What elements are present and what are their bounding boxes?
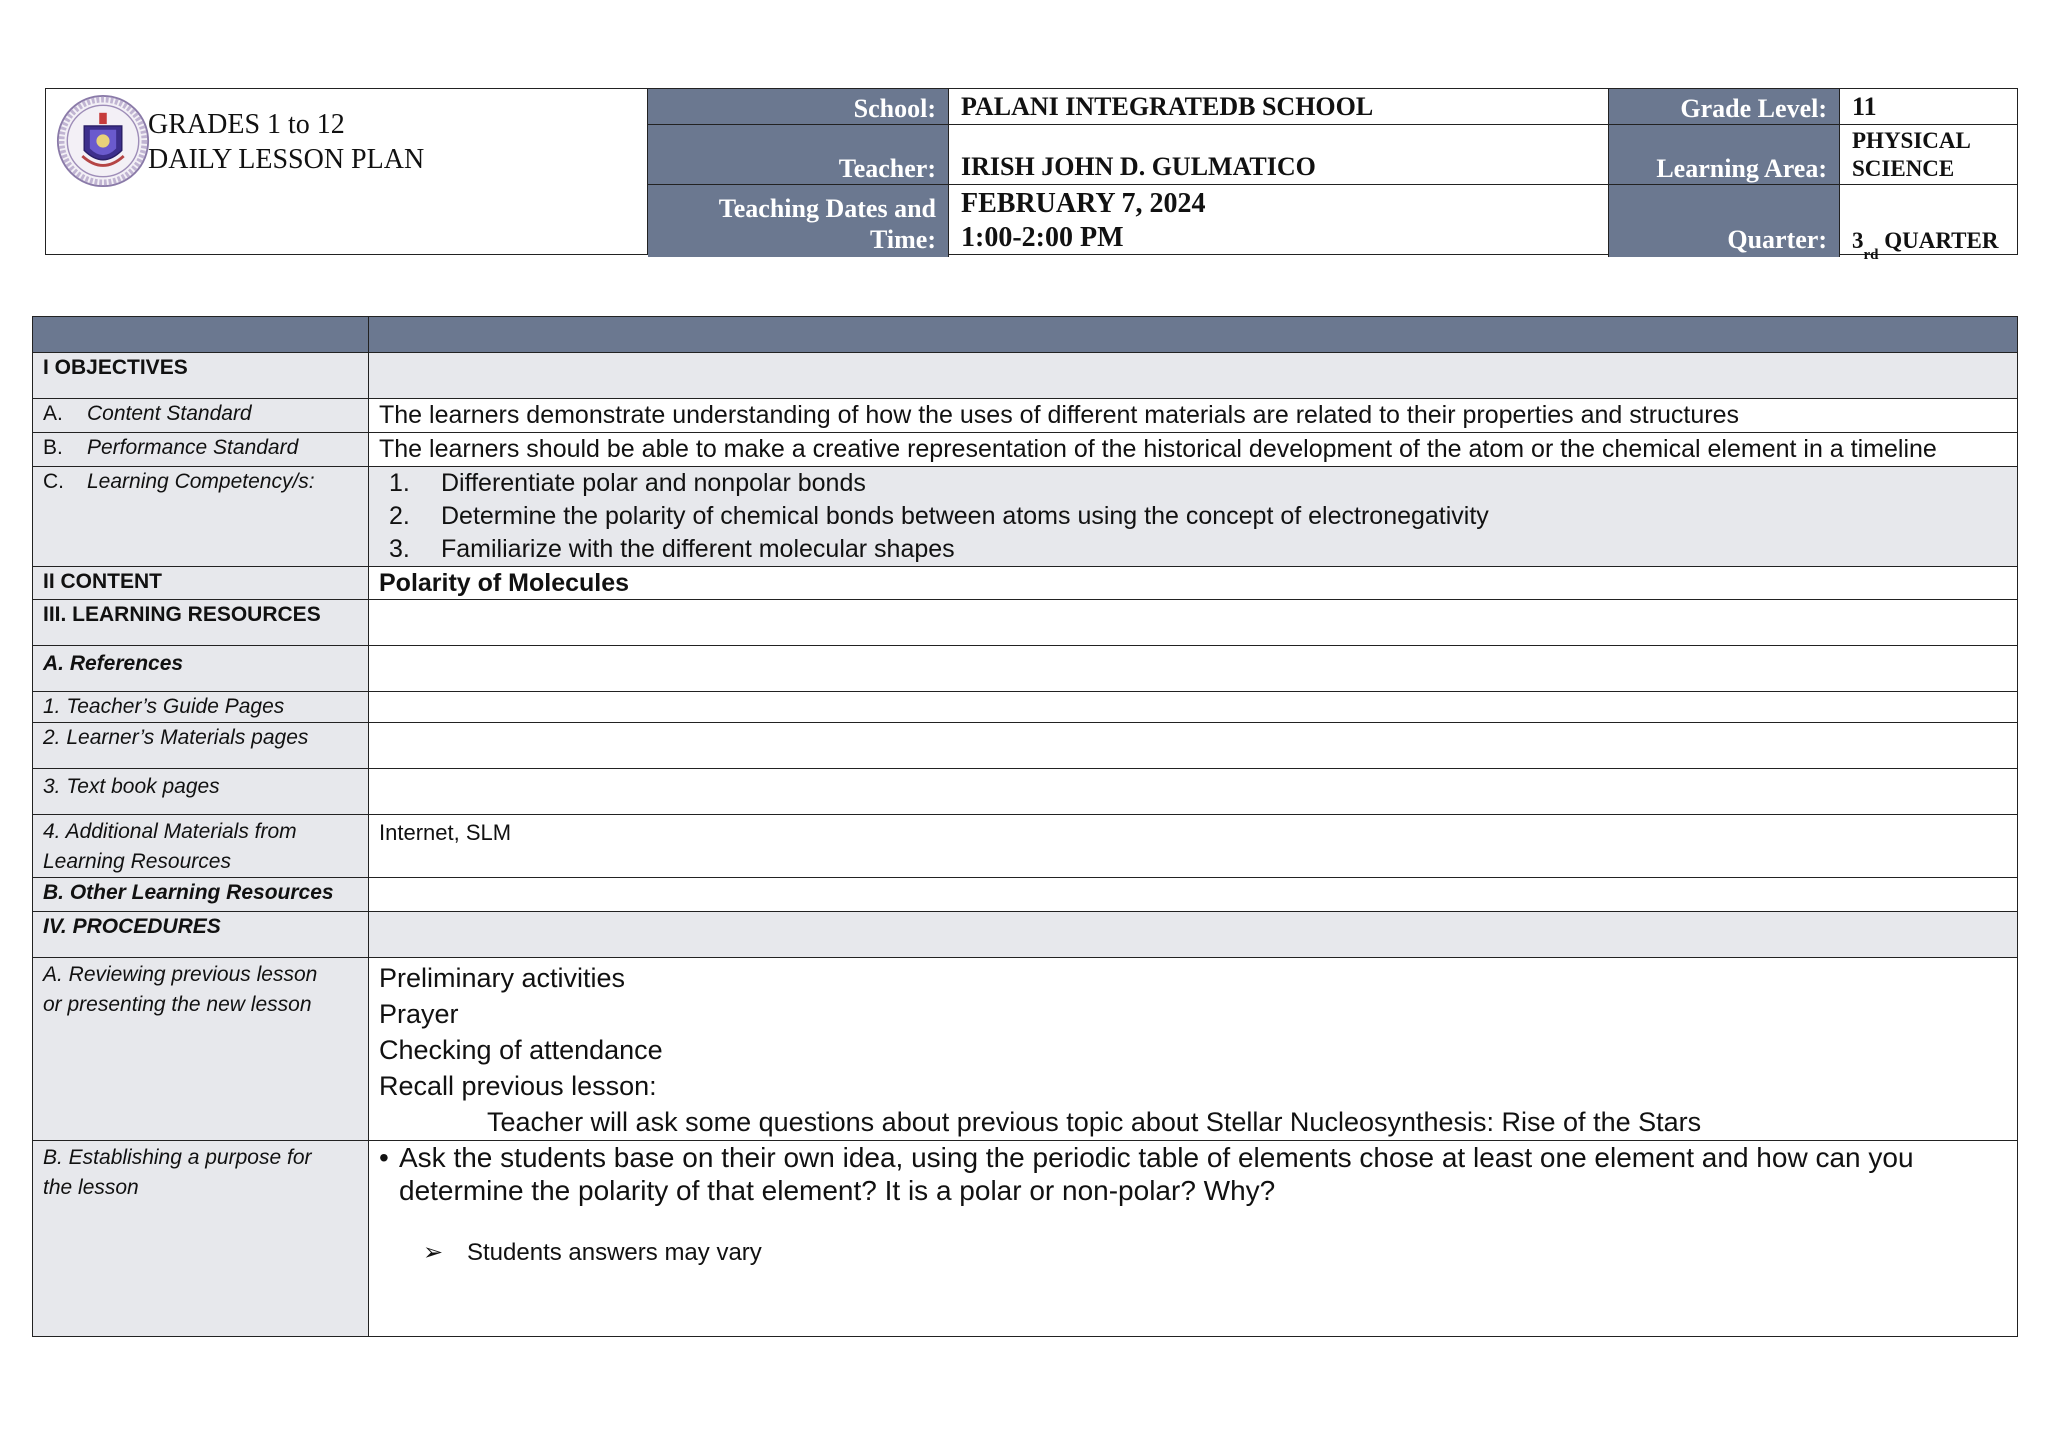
establishing-purpose-content — [369, 1141, 2018, 1337]
procedures-heading: IV. PROCEDURES — [33, 912, 369, 958]
quarter-label: Quarter: — [1609, 185, 1840, 257]
learning-area-value — [1840, 125, 2017, 185]
header-logo-cell — [46, 89, 648, 254]
title-line-2: DAILY LESSON PLAN — [148, 144, 425, 175]
teaching-time: 1:00-2:00 PM — [961, 222, 1124, 253]
checking-attendance: Checking of attendance — [379, 1035, 663, 1065]
quarter-word: QUARTER — [1884, 228, 1999, 253]
prayer: Prayer — [379, 999, 459, 1029]
band-right — [369, 317, 2018, 353]
table-row — [33, 723, 2018, 769]
additional-materials-text: Internet, SLM — [369, 815, 2018, 878]
table-row — [33, 567, 2018, 600]
teaching-date: FEBRUARY 7, 2024 — [961, 188, 1206, 219]
references-label: A. References — [33, 646, 369, 692]
table-row — [33, 353, 2018, 399]
recall-previous-lesson: Recall previous lesson: — [379, 1071, 657, 1101]
learners-materials-label: 2. Learner’s Materials pages — [33, 723, 369, 769]
teacher-label: Teacher: — [648, 125, 949, 185]
content-text: Polarity of Molecules — [369, 567, 2018, 600]
text-book-label: 3. Text book pages — [33, 769, 369, 815]
list-item: 3. Familiarize with the different molecular shapes — [389, 535, 955, 563]
quarter-value: 3 rd QUARTER — [1852, 228, 1999, 263]
list-item: 1. Differentiate polar and nonpolar bonds — [389, 469, 866, 497]
table-row — [33, 815, 2018, 878]
reviewing-lesson-label: A. Reviewing previous lesson or presenting the new lesson — [33, 958, 369, 1141]
learning-competency-list — [369, 467, 2018, 567]
table-row — [33, 646, 2018, 692]
learning-area-line-2: SCIENCE — [1852, 156, 1955, 181]
content-standard-text: The learners demonstrate understanding of how the uses of different materials are related to their properties and structures — [369, 399, 2018, 433]
table-row — [33, 1141, 2018, 1337]
grade-level-value: 11 — [1840, 89, 2017, 125]
table-header-band — [33, 317, 2018, 353]
performance-standard-label: B. Performance Standard — [33, 433, 369, 467]
lesson-plan-title — [148, 107, 424, 177]
objectives-heading: I OBJECTIVES — [33, 353, 369, 399]
table-row — [33, 600, 2018, 646]
preliminary-activities: Preliminary activities — [379, 963, 626, 993]
title-line-1: GRADES 1 to 12 — [148, 109, 345, 140]
table-row — [33, 958, 2018, 1141]
list-item: 2. Determine the polarity of chemical bonds between atoms using the concept of electronegativity — [389, 502, 1489, 530]
table-row — [33, 878, 2018, 912]
header-info-grid — [648, 89, 2017, 263]
teaching-dates-label — [648, 185, 949, 257]
table-row — [33, 399, 2018, 433]
teaching-dates-value — [949, 185, 1609, 257]
student-answer-text: Students answers may vary — [467, 1239, 762, 1266]
table-row — [33, 769, 2018, 815]
learning-area-line-1: PHYSICAL — [1852, 128, 1971, 153]
learning-competency-label: C. Learning Competency/s: — [33, 467, 369, 567]
reviewing-lesson-content — [369, 958, 2018, 1141]
establishing-purpose-label: B. Establishing a purpose for the lesson — [33, 1141, 369, 1337]
band-left — [33, 317, 369, 353]
arrow-bullet-icon: ➢ — [423, 1239, 444, 1266]
additional-materials-label: 4. Additional Materials from Learning Resources — [33, 815, 369, 878]
deped-seal-icon — [56, 94, 150, 188]
table-row — [33, 467, 2018, 567]
other-resources-label: B. Other Learning Resources — [33, 878, 369, 912]
performance-standard-text: The learners should be able to make a creative representation of the historical development of the atom or the chemical element in a timeline — [369, 433, 2018, 467]
school-value: PALANI INTEGRATEDB SCHOOL — [949, 89, 1609, 125]
teachers-guide-label: 1. Teacher’s Guide Pages — [33, 692, 369, 723]
table-row — [33, 912, 2018, 958]
content-standard-label: A. Content Standard — [33, 399, 369, 433]
table-row — [33, 433, 2018, 467]
quarter-number: 3 — [1852, 228, 1864, 253]
grade-level-label: Grade Level: — [1609, 89, 1840, 125]
teaching-dates-label-line-2: Time: — [870, 225, 936, 254]
school-label: School: — [648, 89, 949, 125]
table-row — [33, 692, 2018, 723]
purpose-question: • Ask the students base on their own idea, using the periodic table of elements chose at least one element and how can you determine the polarity of that element? It is a polar or non-polar? Why? — [379, 1142, 1914, 1206]
learning-area-label: Learning Area: — [1609, 125, 1840, 185]
teaching-dates-label-line-1: Teaching Dates and — [718, 194, 936, 223]
bullet-icon: • — [379, 1142, 389, 1173]
recall-description: Teacher will ask some questions about previous topic about Stellar Nucleosynthesis: Rise of the Stars — [487, 1107, 1702, 1137]
lesson-plan-header — [45, 88, 2018, 263]
lesson-plan-table — [32, 316, 2018, 1337]
learning-resources-heading: III. LEARNING RESOURCES — [33, 600, 369, 646]
content-heading: II CONTENT — [33, 567, 369, 600]
teacher-value: IRISH JOHN D. GULMATICO — [949, 125, 1609, 185]
student-answer-item — [379, 1237, 2007, 1269]
